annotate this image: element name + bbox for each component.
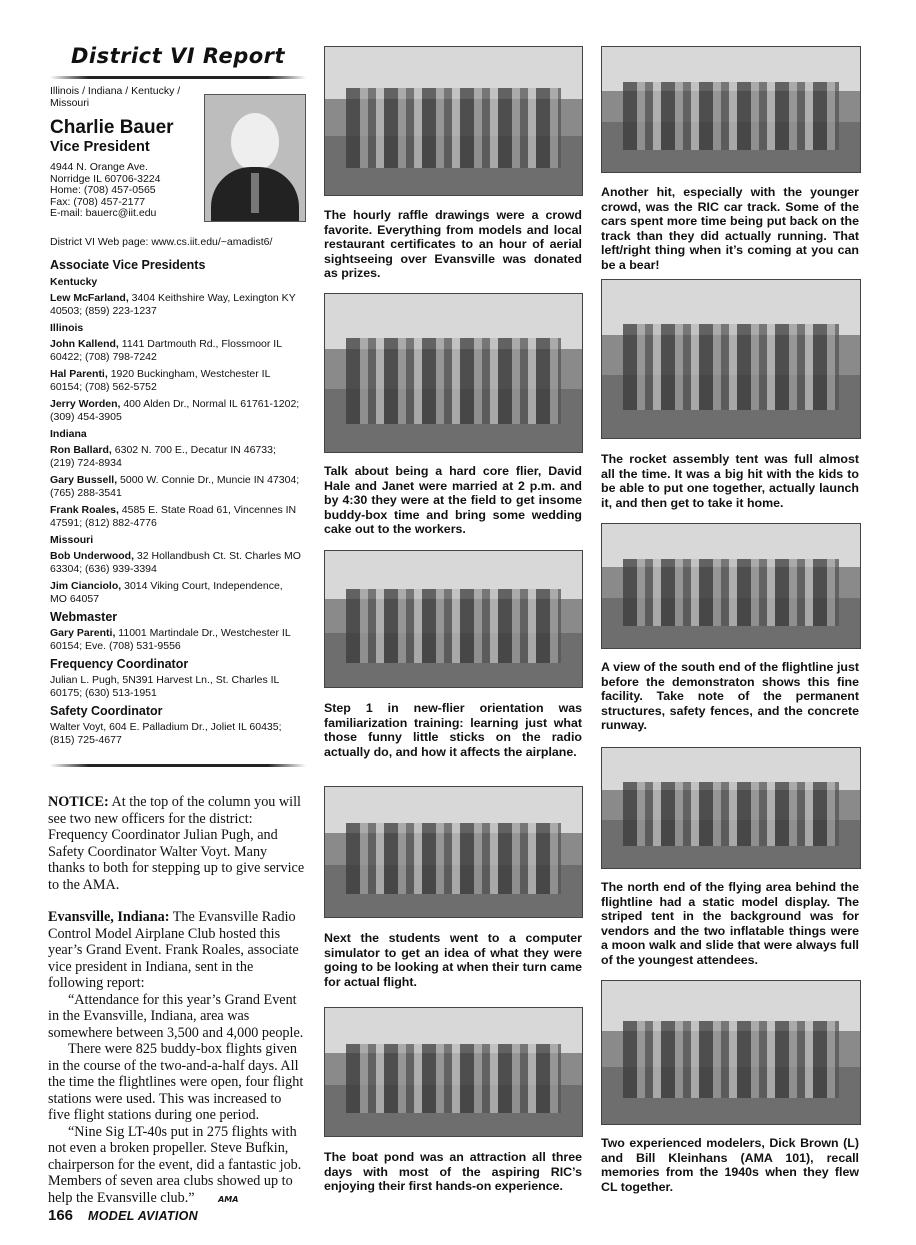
- officer-info: 4585 E. State Road 61, Vincennes IN 47591; (812) 882-4776: [50, 504, 297, 529]
- safety-coordinator-heading: Safety Coordinator: [50, 704, 163, 718]
- caption-car-track: Another hit, especially with the younger crowd, was the RIC car track. Some of the cars spent more time being put back on the track than they did actually running. That left/right thing when it’s coming at you can be a bear!: [601, 185, 859, 272]
- officer-info: 11001 Martindale Dr., Westchester IL 60154; Eve. (708) 531-9556: [50, 627, 291, 652]
- officer-name: Gary Bussell,: [50, 474, 118, 486]
- portrait-head: [231, 113, 279, 171]
- district-states: Illinois / Indiana / Kentucky / Missouri: [50, 85, 181, 109]
- caption-static-display: The north end of the flying area behind the flightline had a static model display. The striped tent in the background was for vendors and the two inflatable things were a moon walk and slide that were always full of the youngest attendees.: [601, 880, 859, 967]
- officer-name: Lew McFarland,: [50, 292, 129, 304]
- portrait-tie: [251, 173, 259, 213]
- magazine-name: MODEL AVIATION: [88, 1209, 198, 1223]
- officer-entry: [50, 580, 302, 606]
- photo-wedding-couple: [324, 293, 583, 453]
- photo-computer-simulator: [324, 786, 583, 918]
- vp-name: Charlie Bauer: [50, 117, 174, 138]
- officer-entry: Julian L. Pugh, 5N391 Harvest Ln., St. Charles IL 60175; (630) 513-1951: [50, 674, 279, 699]
- officer-name: Jim Cianciolo,: [50, 580, 122, 592]
- article-paragraph: “Attendance for this year’s Grand Event in the Evansville, Indiana, area was somewhere between 3,500 and 4,000 people.: [48, 991, 304, 1041]
- notice-label: NOTICE:: [48, 794, 109, 810]
- officer-info: 5000 W. Connie Dr., Muncie IN 47304; (765) 288-3541: [50, 474, 300, 499]
- vp-title: Vice President: [50, 139, 150, 155]
- officer-entry: [50, 368, 302, 394]
- vp-address: [50, 162, 200, 220]
- district-web-page: District VI Web page: www.cs.iit.edu/~amadist6/: [50, 236, 273, 248]
- article-body: [48, 794, 306, 1208]
- officer-info: 1141 Dartmouth Rd., Flossmoor IL 60422; (708) 798-7242: [50, 338, 282, 363]
- ama-end-mark-icon: AMA: [218, 1194, 239, 1204]
- caption-orientation: Step 1 in new-flier orientation was familiarization training: learning just what those funny little sticks on the radio actually do, and how it affects the airplane.: [324, 701, 582, 759]
- caption-boat-pond: The boat pond was an attraction all three days with most of the aspiring RIC’s enjoying their first hands-on experience.: [324, 1150, 582, 1194]
- officer-info: 3404 Keithshire Way, Lexington KY 40503; (859) 223-1237: [50, 292, 296, 317]
- officer-entry: [50, 338, 302, 364]
- photo-boat-pond: [324, 1007, 583, 1137]
- vp-fax: Fax: (708) 457-2177: [50, 195, 146, 208]
- notice-paragraph: [48, 794, 306, 893]
- officer-entry: [50, 444, 302, 470]
- photo-orientation-training: [324, 550, 583, 688]
- webmaster-heading: Webmaster: [50, 610, 118, 624]
- vp-portrait-photo: [204, 94, 306, 222]
- photo-experienced-modelers: [601, 980, 861, 1125]
- state-heading-indiana: Indiana: [50, 428, 87, 440]
- officer-name: Gary Parenti,: [50, 627, 116, 639]
- avp-heading: Associate Vice Presidents: [50, 258, 206, 272]
- photo-raffle-crowd: [324, 46, 583, 196]
- evansville-label: Evansville, Indiana:: [48, 909, 170, 925]
- caption-flightline-south: A view of the south end of the flightline just before the demonstraton shows this fine facility. Take note of the permanent structures, safety fences, and the concrete runway.: [601, 660, 859, 733]
- vp-email: E-mail: bauerc@iit.edu: [50, 207, 157, 220]
- officer-name: Ron Ballard,: [50, 444, 112, 456]
- article-paragraph: [48, 1124, 306, 1209]
- state-heading-kentucky: Kentucky: [50, 276, 98, 288]
- article-paragraph-text: “Nine Sig LT-40s put in 275 flights with not even a broken propeller. Steve Bufkin, chairperson for the event, did a fantastic job. Members of seven area clubs showed up to help the Evansville club.”: [48, 1123, 302, 1206]
- title-rule: [50, 76, 306, 79]
- officer-info: 1920 Buckingham, Westchester IL 60154; (708) 562-5752: [50, 368, 271, 393]
- officer-entry: [50, 550, 302, 576]
- officer-info: 400 Alden Dr., Normal IL 61761-1202; (309) 454-3905: [50, 398, 300, 423]
- photo-flightline-south: [601, 523, 861, 649]
- notice-text: At the top of the column you will see two new officers for the district: Frequency Coordinator Julian Pugh, and Safety Coordinator Walter Voyt. Many thanks to both for stepping up to give service to the AMA.: [48, 794, 305, 893]
- state-heading-missouri: Missouri: [50, 534, 94, 546]
- officer-info: 6302 N. 700 E., Decatur IN 46733; (219) 724-8934: [50, 444, 276, 469]
- officer-info: 3014 Viking Court, Independence, MO 64057: [50, 580, 283, 605]
- officers-rule: [50, 764, 306, 767]
- caption-simulator: Next the students went to a computer simulator to get an idea of what they were going to be looking at when their turn came for actual flight.: [324, 931, 582, 989]
- photo-car-track: [601, 46, 861, 173]
- officer-name: Frank Roales,: [50, 504, 119, 516]
- caption-wedding: Talk about being a hard core flier, David Hale and Janet were married at 2 p.m. and by 4:30 they were at the field to get insome buddy-box time and bring some wedding cake out to the workers.: [324, 464, 582, 537]
- officer-info: 32 Hollandbush Ct. St. Charles MO 63304; (636) 939-3394: [50, 550, 301, 575]
- page-number: 166: [48, 1207, 74, 1224]
- evansville-text: The Evansville Radio Control Model Airplane Club hosted this year’s Grand Event. Frank Roales, associate vice president in Indiana, sent in the following report:: [48, 909, 299, 991]
- officer-entry: [50, 504, 302, 530]
- evansville-paragraph: [48, 909, 306, 992]
- caption-raffle: The hourly raffle drawings were a crowd favorite. Everything from models and local restaurant certificates to an hour of aerial sightseeing over Evansville was donated as prizes.: [324, 208, 582, 281]
- officer-name: Jerry Worden,: [50, 398, 121, 410]
- photo-rocket-tent: [601, 279, 861, 439]
- vp-address-line: Norridge IL 60706-3224: [50, 172, 161, 185]
- officer-entry: [50, 627, 302, 653]
- page-title: District VI Report: [70, 44, 286, 68]
- caption-modelers: Two experienced modelers, Dick Brown (L) and Bill Kleinhans (AMA 101), recall memories from the 1940s when they flew CL together.: [601, 1136, 859, 1194]
- officer-entry: Walter Voyt, 604 E. Palladium Dr., Joliet IL 60435; (815) 725-4677: [50, 721, 282, 746]
- officer-entry: [50, 292, 302, 318]
- officer-entry: [50, 474, 302, 500]
- officer-name: Hal Parenti,: [50, 368, 108, 380]
- vp-phone-home: Home: (708) 457-0565: [50, 184, 156, 197]
- frequency-coordinator-heading: Frequency Coordinator: [50, 657, 189, 671]
- state-heading-illinois: Illinois: [50, 322, 84, 334]
- officer-name: John Kallend,: [50, 338, 119, 350]
- article-paragraph: There were 825 buddy-box flights given in the course of the two-and-a-half days. All the time the flightlines were open, four flight stations were used. This was increased to five flight stations during one period.: [48, 1041, 304, 1123]
- caption-rocket-tent: The rocket assembly tent was full almost all the time. It was a big hit with the kids to be able to put one together, actually launch it, and then get to take it home.: [601, 452, 859, 510]
- officer-name: Bob Underwood,: [50, 550, 134, 562]
- officers-list: [50, 258, 302, 747]
- officer-entry: [50, 398, 302, 424]
- photo-static-display: [601, 747, 861, 869]
- vp-address-line: 4944 N. Orange Ave.: [50, 161, 148, 173]
